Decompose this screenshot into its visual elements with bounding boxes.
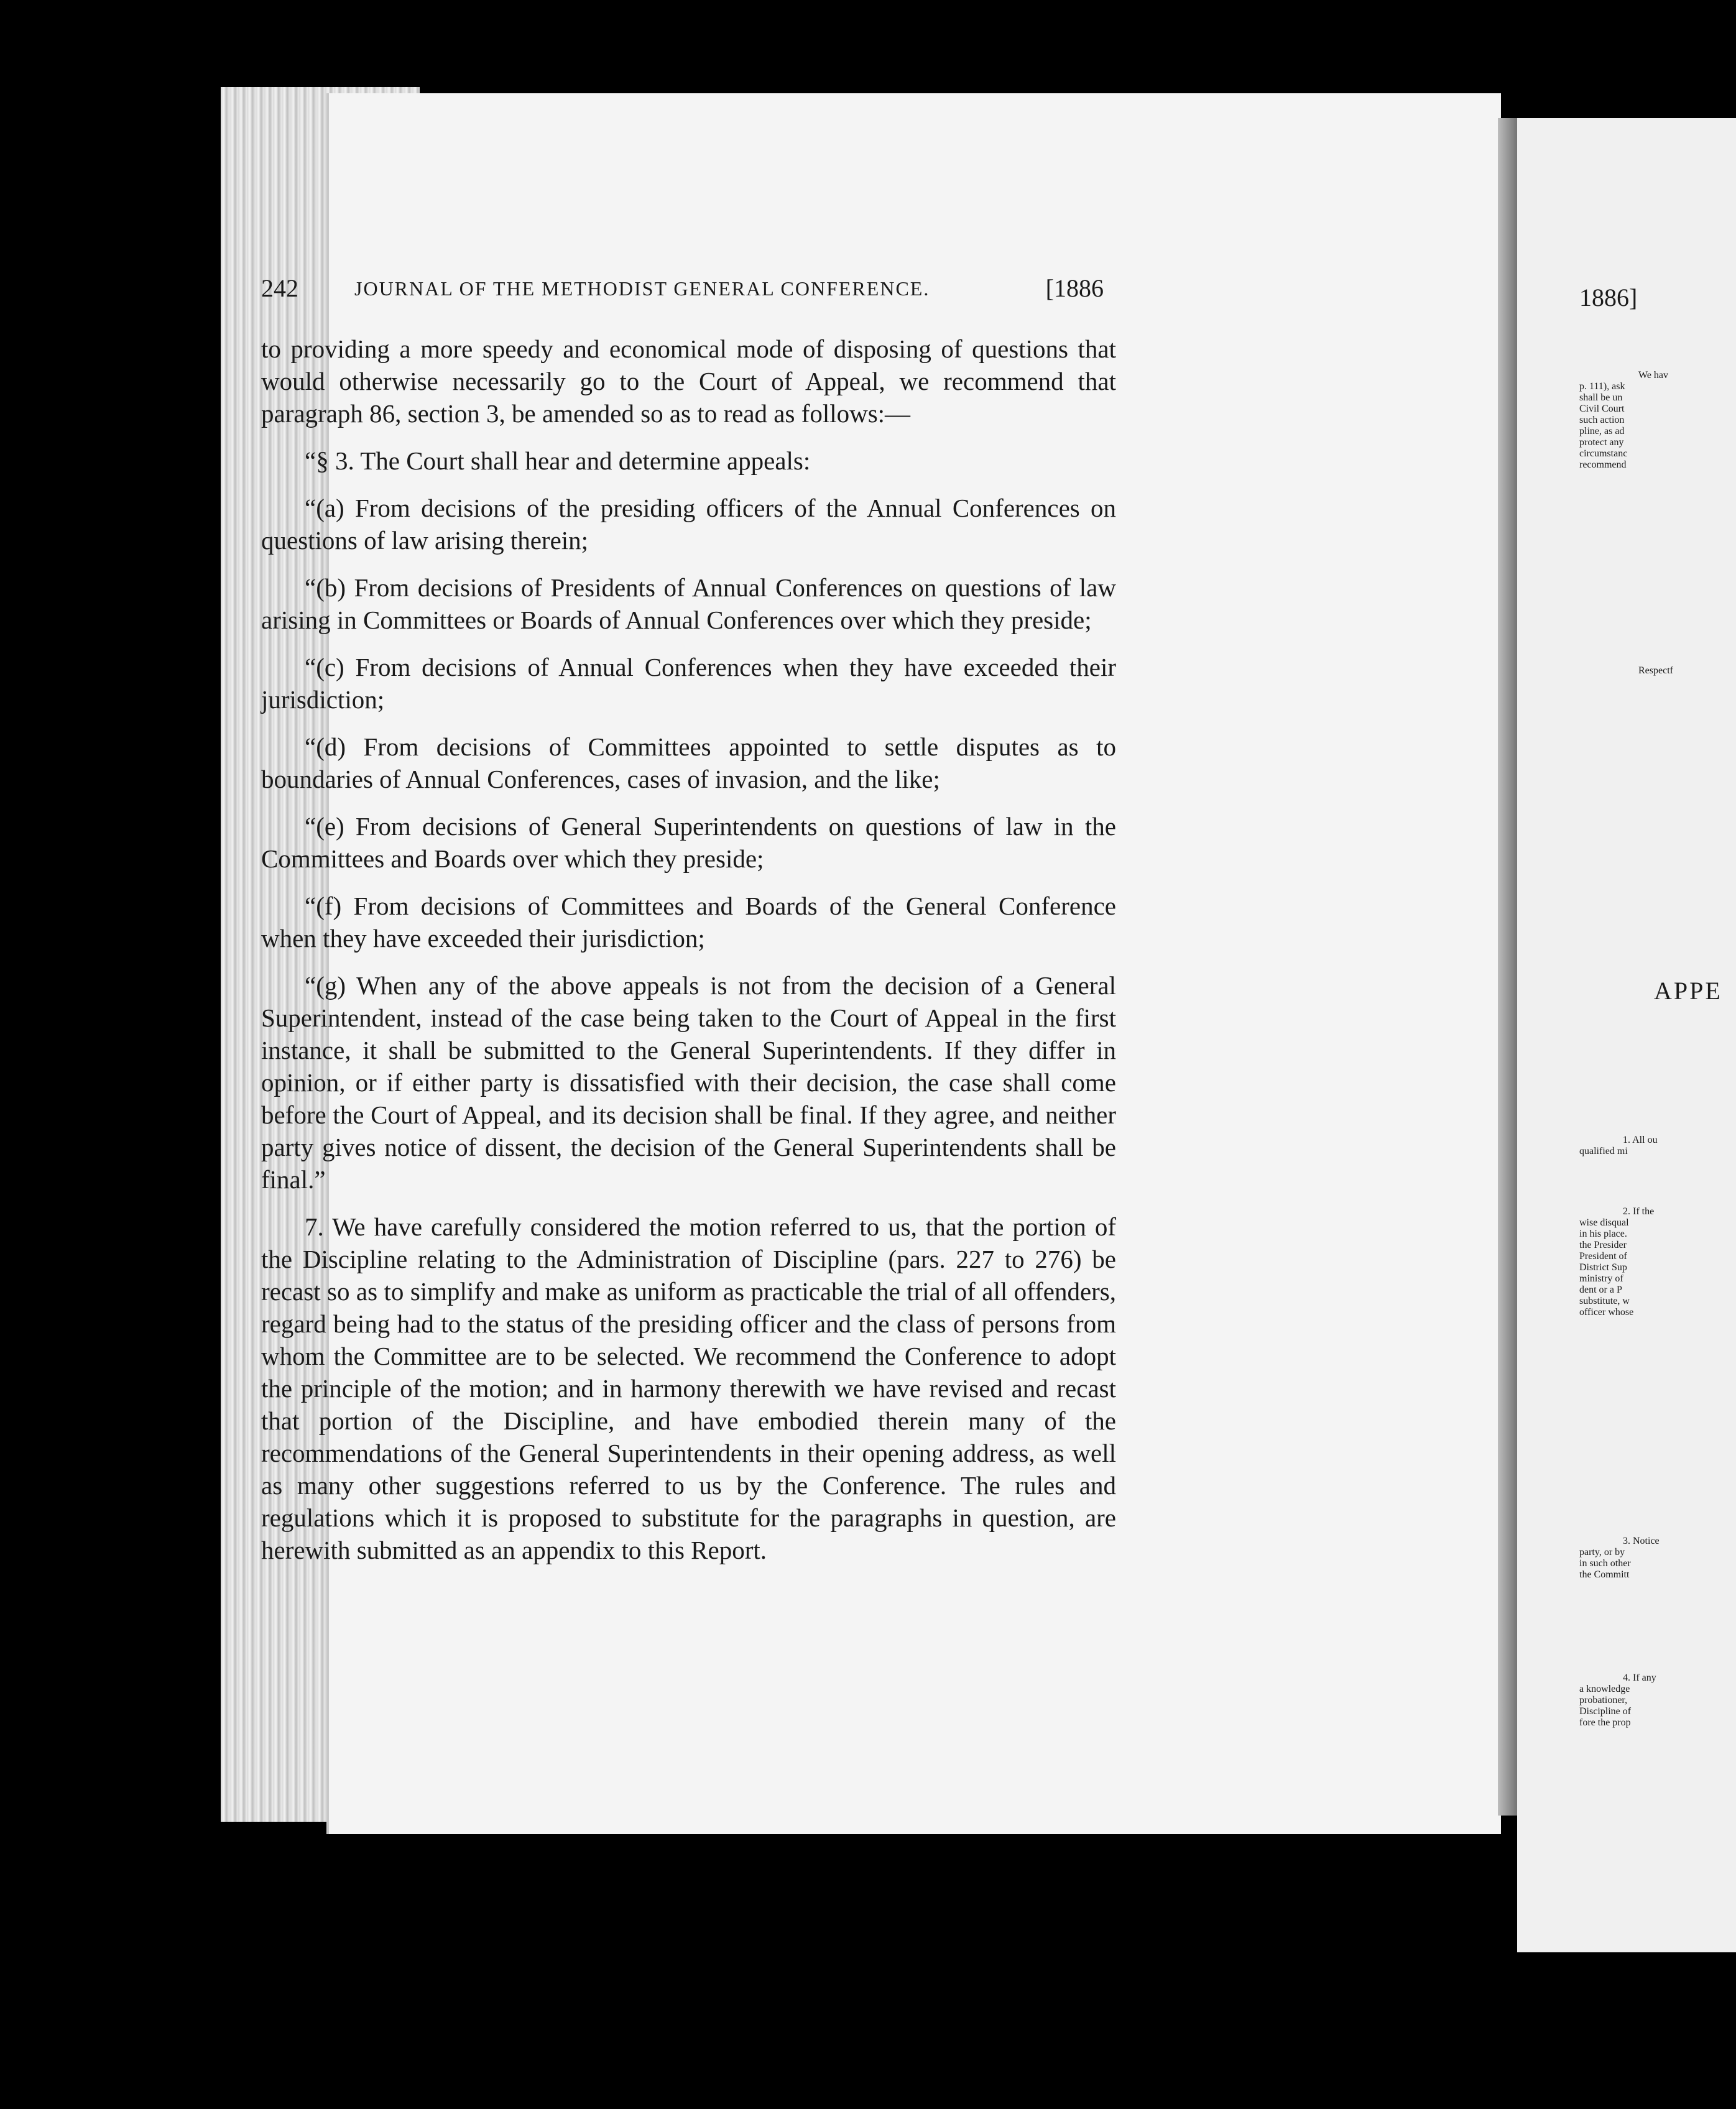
right-block-1 <box>1579 370 1736 471</box>
paragraph: “(e) From decisions of General Superintendents on questions of law in the Committees and Boards over which they preside; <box>261 812 1116 873</box>
text-line: wise disqual <box>1579 1217 1629 1228</box>
text-line: probationer, <box>1579 1695 1628 1705</box>
text-line: protect any <box>1579 437 1624 448</box>
text-line: 2. If the <box>1623 1206 1655 1217</box>
text-line: a knowledge <box>1579 1684 1630 1694</box>
text-line: party, or by <box>1579 1547 1625 1558</box>
paragraph: to providing a more speedy and economical mode of disposing of questions that would otherwise necessarily go to the Court of Appeal, we recommend that paragraph 86, section 3, be amended so as to read as follows:— <box>261 335 1116 428</box>
text-line: ministry of <box>1579 1273 1623 1284</box>
text-line: such action <box>1579 415 1625 425</box>
running-head <box>261 274 1116 317</box>
paragraph: “(b) From decisions of Presidents of Annual Conferences on questions of law arising in Committees or Boards of Annual Conferences over which they preside; <box>261 573 1116 634</box>
text-line: Civil Court <box>1579 404 1625 414</box>
text-line: We hav <box>1638 370 1669 381</box>
text-line: 3. Notice <box>1623 1536 1660 1546</box>
text-line: qualified mi <box>1579 1146 1628 1156</box>
running-year: [1886 <box>1045 274 1104 302</box>
right-running-year: 1886] <box>1579 284 1638 312</box>
right-block-6 <box>1579 1673 1736 1728</box>
paragraph: “§ 3. The Court shall hear and determine appeals: <box>305 446 811 475</box>
text-line: p. 111), ask <box>1579 381 1625 392</box>
page-number: 242 <box>261 274 298 302</box>
text-line: the Presider <box>1579 1240 1627 1250</box>
text-line: circumstanc <box>1579 448 1628 459</box>
right-block-5 <box>1579 1536 1736 1581</box>
text-line: substitute, w <box>1579 1296 1630 1306</box>
text-line: President of <box>1579 1251 1627 1262</box>
text-line: shall be un <box>1579 392 1623 403</box>
text-line: Discipline of <box>1579 1706 1632 1717</box>
text-line: officer whose <box>1579 1307 1634 1318</box>
right-block-4 <box>1579 1206 1736 1318</box>
text-line: 4. If any <box>1623 1673 1656 1683</box>
paragraph: “(g) When any of the above appeals is not from the decision of a General Superintendent, instead of the case being taken to the Court of Appeal in the first instance, it shall be submitted to the General Superintendents. If they differ in opinion, or if either party is dissatisfied with their decision, the case shall come before the Court of Appeal, and its decision shall be final. If they agree, and neither party gives notice of dissent, the decision of the General Superintendents shall be final.” <box>261 971 1116 1194</box>
text-line: in such other <box>1579 1558 1631 1569</box>
right-page <box>1517 118 1736 1952</box>
paragraph: “(c) From decisions of Annual Conferences when they have exceeded their jurisdiction; <box>261 653 1116 714</box>
right-block-2 <box>1579 665 1736 676</box>
paragraph: “(a) From decisions of the presiding officers of the Annual Conferences on questions of law arising therein; <box>261 494 1116 555</box>
paragraph: “(d) From decisions of Committees appointed to settle disputes as to boundaries of Annual Conferences, cases of invasion, and the like; <box>261 732 1116 793</box>
body-text <box>261 333 1116 1581</box>
paragraph: “(f) From decisions of Committees and Boards of the General Conference when they have exceeded their jurisdiction; <box>261 892 1116 953</box>
paragraph: 7. We have carefully considered the motion referred to us, that the portion of the Discipline relating to the Administration of Discipline (pars. 227 to 276) be recast so as to simplify and make as uniform as practicable the trial of all offenders, regard being had to the status of the presiding officer and the class of persons from whom the Committee are to be selected. We recommend the Conference to adopt the principle of the motion; and in harmony therewith we have revised and recast that portion of the Discipline, and have embodied therein many of the recommendations of the General Superintendents in their opening address, as well as many other suggestions referred to us by the Conference. The rules and regulations which it is proposed to substitute for the paragraphs in question, are herewith submitted as an appendix to this Report. <box>261 1212 1116 1564</box>
text-line: Respectf <box>1638 665 1673 676</box>
text-line: fore the prop <box>1579 1717 1631 1728</box>
text-line: recommend <box>1579 459 1627 470</box>
right-block-3 <box>1579 1135 1736 1157</box>
appendix-heading: APPE <box>1654 977 1722 1005</box>
text-line: the Committ <box>1579 1569 1630 1580</box>
text-line: in his place. <box>1579 1229 1627 1239</box>
text-line: dent or a P <box>1579 1285 1622 1295</box>
running-title: JOURNAL OF THE METHODIST GENERAL CONFERENCE. <box>354 277 930 300</box>
text-line: 1. All ou <box>1623 1135 1658 1145</box>
text-line: pline, as ad <box>1579 426 1625 436</box>
text-line: District Sup <box>1579 1262 1627 1273</box>
